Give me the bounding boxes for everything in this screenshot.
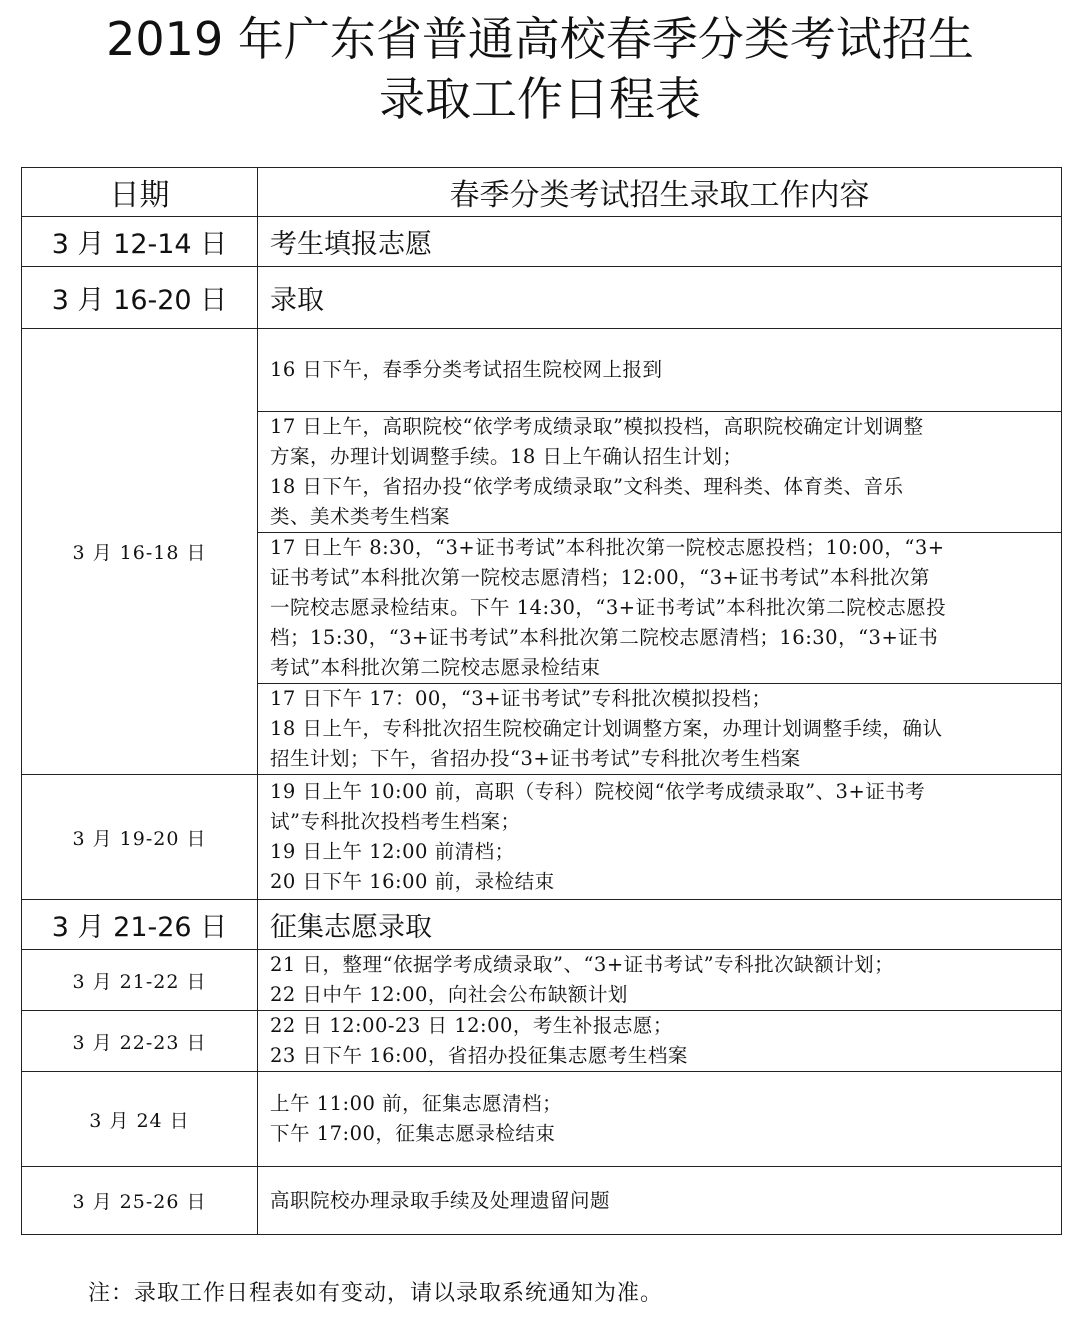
content-line: 考试”本科批次第二院校志愿录检结束: [270, 656, 601, 679]
content-line: 档；15:30，“3+证书考试”本科批次第二院校志愿清档；16:30，“3+证书: [270, 626, 939, 649]
footnote: 注：录取工作日程表如有变动，请以录取系统通知为准。: [88, 1281, 664, 1306]
table-row: [22, 1011, 1062, 1072]
table-row: [22, 775, 1062, 900]
content-line: 类、美术类考生档案: [270, 505, 451, 528]
content-line: 20 日下午 16:00 前，录检结束: [270, 870, 555, 893]
row-content: [258, 950, 1062, 1011]
content-line: 18 日下午，省招办投“依学考成绩录取”文科类、理科类、体育类、音乐: [270, 475, 904, 498]
content-line: 17 日上午，高职院校“依学考成绩录取”模拟投档，高职院校确定计划调整: [270, 415, 924, 438]
content-line: 下午 17:00，征集志愿录检结束: [270, 1122, 556, 1145]
content-line: 方案，办理计划调整手续。18 日上午确认招生计划；: [270, 445, 743, 468]
content-line: 高职院校办理录取手续及处理遗留问题: [270, 1188, 611, 1212]
row-content: [258, 775, 1062, 900]
header-content: 春季分类考试招生录取工作内容: [258, 168, 1062, 217]
row-content: 考生填报志愿: [258, 217, 1062, 267]
table-row: [22, 329, 1062, 412]
table-row: [22, 267, 1062, 329]
content-line: 招生计划；下午，省招办投“3+证书考试”专科批次考生档案: [270, 747, 801, 770]
row-date: 3 月 22-23 日: [22, 1011, 258, 1072]
content-line: 22 日 12:00-23 日 12:00，考生补报志愿；: [270, 1014, 673, 1037]
row-date: 3 月 16-20 日: [22, 267, 258, 329]
content-line: 16 日下午，春季分类考试招生院校网上报到: [270, 358, 663, 381]
content-line: 17 日上午 8:30，“3+证书考试”本科批次第一院校志愿投档；10:00，“3+: [270, 536, 945, 559]
page-title-line-1: 2019 年广东省普通高校春季分类考试招生: [106, 12, 974, 66]
row-content: [258, 1072, 1062, 1167]
row-content: 征集志愿录取: [258, 900, 1062, 950]
content-line: 试”专科批次投档考生档案；: [270, 810, 521, 833]
content-line: 证书考试”本科批次第一院校志愿清档；12:00，“3+证书考试”本科批次第: [270, 566, 930, 589]
content-line: 22 日中午 12:00，向社会公布缺额计划: [270, 983, 628, 1006]
row-content: [258, 684, 1062, 775]
row-date: 3 月 21-22 日: [22, 950, 258, 1011]
row-date: 3 月 24 日: [22, 1072, 258, 1167]
table-row: [22, 217, 1062, 267]
table-header-row: [22, 168, 1062, 217]
content-line: 19 日上午 10:00 前，高职（专科）院校阅“依学考成绩录取”、3+证书考: [270, 780, 926, 803]
schedule-table: [21, 167, 1062, 1235]
content-line: 19 日上午 12:00 前清档；: [270, 840, 515, 863]
content-line: 一院校志愿录检结束。下午 14:30，“3+证书考试”本科批次第二院校志愿投: [270, 596, 947, 619]
content-line: 18 日上午，专科批次招生院校确定计划调整方案，办理计划调整手续，确认: [270, 717, 943, 740]
table-row: [22, 1072, 1062, 1167]
row-content: [258, 412, 1062, 533]
row-content: 录取: [258, 267, 1062, 329]
row-date: 3 月 19-20 日: [22, 775, 258, 900]
table-row: [22, 900, 1062, 950]
row-date: 3 月 12-14 日: [22, 217, 258, 267]
content-line: 21 日，整理“依据学考成绩录取”、“3+证书考试”专科批次缺额计划；: [270, 953, 895, 976]
page-title-line-2: 录取工作日程表: [379, 72, 701, 126]
row-content: [258, 1011, 1062, 1072]
table-row: [22, 1167, 1062, 1235]
content-line: 23 日下午 16:00，省招办投征集志愿考生档案: [270, 1044, 688, 1067]
content-line: 上午 11:00 前，征集志愿清档；: [270, 1092, 563, 1115]
content-line: 17 日下午 17：00，“3+证书考试”专科批次模拟投档；: [270, 687, 772, 710]
row-date: 3 月 25-26 日: [22, 1167, 258, 1235]
row-date: 3 月 21-26 日: [22, 900, 258, 950]
header-date: 日期: [22, 168, 258, 217]
row-content: [258, 1167, 1062, 1235]
row-content: [258, 533, 1062, 684]
row-content: [258, 329, 1062, 412]
table-row: [22, 950, 1062, 1011]
row-date: 3 月 16-18 日: [22, 329, 258, 775]
